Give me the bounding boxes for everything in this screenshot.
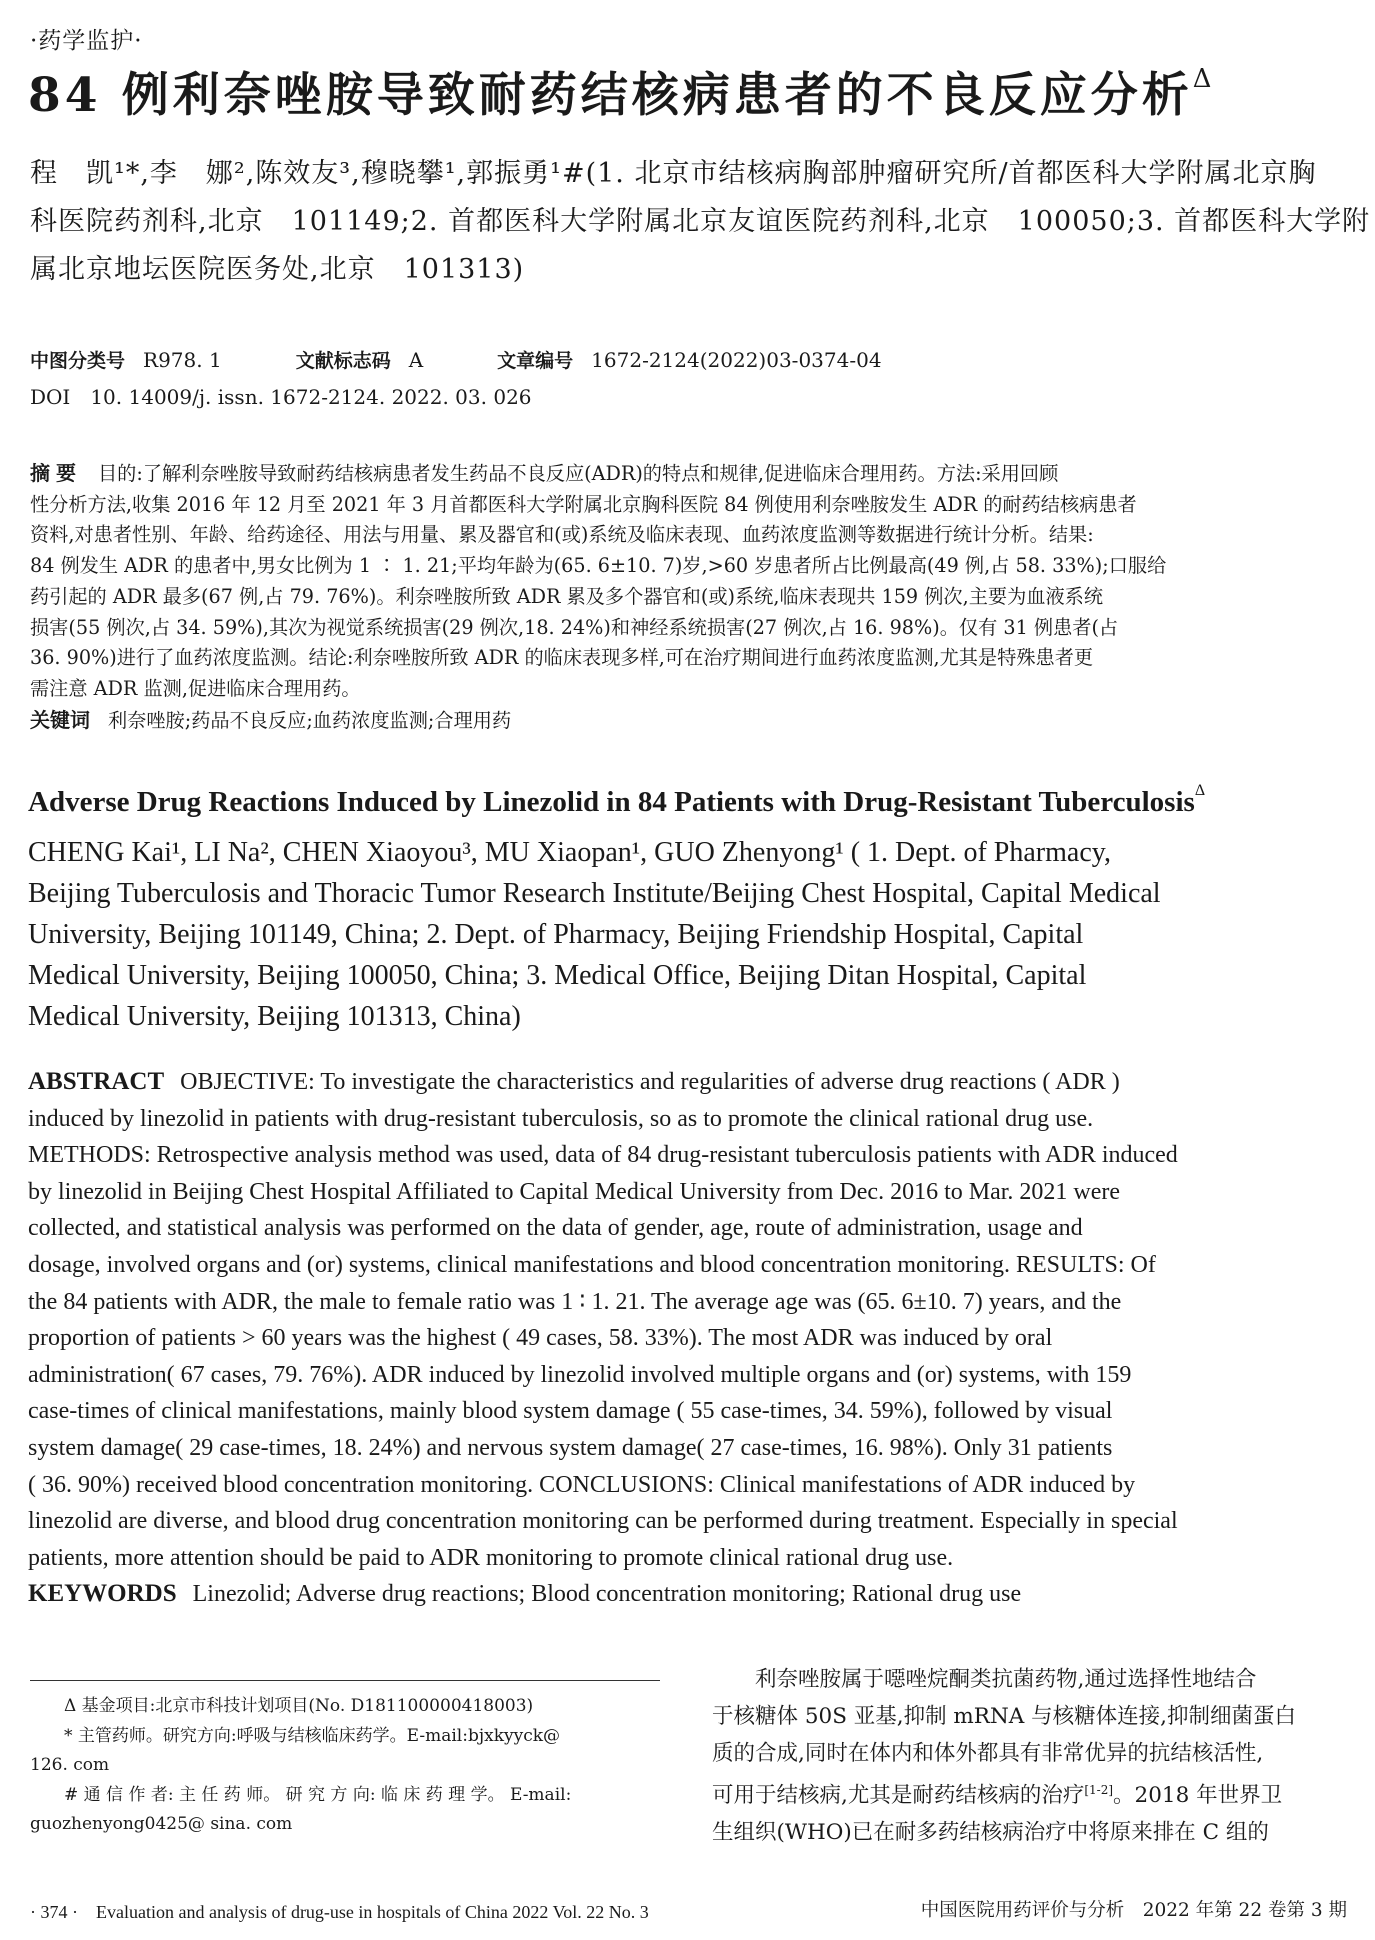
body-text: [712, 1662, 1352, 1852]
abstract-en-line: system damage( 29 case-times, 18. 24%) and nervous system damage( 27 case-times, 16. 98%). Only 31 patients: [28, 1434, 1113, 1461]
abstract-cn-line: 性分析方法,收集 2016 年 12 月至 2021 年 3 月首都医科大学附属北京胸科医院 84 例使用利奈唑胺发生 ADR 的耐药结核病患者: [30, 492, 1137, 516]
abstract-en-line: by linezolid in Beijing Chest Hospital Affiliated to Capital Medical University from Dec. 2016 to Mar. 2021 were: [28, 1178, 1121, 1205]
abstract-cn: [30, 458, 1342, 736]
abstract-en-line: dosage, involved organs and (or) systems, clinical manifestations and blood concentration monitoring. RESULTS: Of: [28, 1251, 1156, 1278]
abstract-en-line: induced by linezolid in patients with drug-resistant tuberculosis, so as to promote the clinical rational drug use.: [28, 1105, 1094, 1132]
body-line-text: 可用于结核病,尤其是耐药结核病的治疗: [712, 1783, 1085, 1809]
citation-ref[interactable]: [1-2]: [1084, 1783, 1114, 1798]
authors-affiliations-cn: [30, 150, 1371, 294]
abstract-cn-line: 36. 90%)进行了血药浓度监测。结论:利奈唑胺所致 ADR 的临床表现多样,可在治疗期间进行血药浓度监测,尤其是特殊患者更: [30, 646, 1094, 670]
abstract-cn-line: 损害(55 例次,占 34. 59%),其次为视觉系统损害(29 例次,18. 24%)和神经系统损害(27 例次,占 16. 98%)。仅有 31 例患者(占: [30, 615, 1119, 639]
footnotes: [30, 1692, 670, 1840]
article-title: [28, 64, 1216, 124]
abstract-cn-line: 药引起的 ADR 最多(67 例,占 79. 76%)。利奈唑胺所致 ADR 累及多个器官和(或)系统,临床表现共 159 例次,主要为血液系统: [30, 584, 1104, 608]
abstract-en-label: ABSTRACT: [28, 1068, 165, 1095]
keywords-en-text: Linezolid; Adverse drug reactions; Blood concentration monitoring; Rational drug use: [192, 1581, 1022, 1608]
authors-cn-line: 程 凯¹*,李 娜²,陈效友³,穆晓攀¹,郭振勇¹#(1. 北京市结核病胸部肿瘤研究所/首都医科大学附属北京胸: [30, 158, 1317, 189]
classification-row: [30, 342, 1330, 379]
article-no-label: 文章编号: [497, 350, 574, 372]
abstract-en-line: patients, more attention should be paid to ADR monitoring to promote clinical rational drug use.: [28, 1544, 954, 1571]
abstract-cn-text: 目的:了解利奈唑胺导致耐药结核病患者发生药品不良反应(ADR)的特点和规律,促进临床合理用药。方法:采用回顾: [98, 462, 1059, 485]
article-metadata: [30, 342, 1330, 415]
footnote-line: * 主管药师。研究方向:呼吸与结核临床药学。E-mail:bjxkyyck@: [30, 1725, 561, 1746]
authors-en-line: CHENG Kai¹, LI Na², CHEN Xiaoyou³, MU Xiaopan¹, GUO Zhenyong¹ ( 1. Dept. of Pharmacy,: [28, 837, 1111, 868]
abstract-en-line: case-times of clinical manifestations, mainly blood system damage ( 55 case-times, 34. 59%), followed by visual: [28, 1398, 1113, 1425]
article-title-text: 84 例利奈唑胺导致耐药结核病患者的不良反应分析: [28, 68, 1193, 123]
body-line: [712, 1772, 1352, 1815]
column-label: ·药学监护·: [30, 28, 143, 54]
authors-en-line: University, Beijing 101149, China; 2. Dept. of Pharmacy, Beijing Friendship Hospital, Capital: [28, 919, 1084, 950]
footnote-line: 126. com: [30, 1755, 110, 1775]
clc-value: R978. 1: [143, 348, 222, 372]
abstract-en-text: OBJECTIVE: To investigate the characteristics and regularities of adverse drug reactions ( ADR ): [180, 1069, 1120, 1095]
body-line: 利奈唑胺属于噁唑烷酮类抗菌药物,通过选择性地结合: [712, 1667, 1257, 1692]
keywords-en-label: KEYWORDS: [28, 1580, 177, 1608]
footnote-divider: [30, 1680, 660, 1681]
keywords-cn: [30, 705, 1342, 737]
footnote-line: # 通 信 作 者: 主 任 药 师。 研 究 方 向: 临 床 药 理 学。 E-mail:: [30, 1784, 572, 1805]
abstract-en: [28, 1064, 1350, 1613]
body-line: 质的合成,同时在体内和体外都具有非常优异的抗结核活性,: [712, 1740, 1264, 1766]
abstract-en-line: administration( 67 cases, 79. 76%). ADR induced by linezolid involved multiple organs and (or) systems, with 159: [28, 1361, 1132, 1388]
body-line-text: 。2018 年世界卫: [1113, 1783, 1283, 1809]
doc-code-value: A: [408, 348, 424, 372]
authors-en-line: Beijing Tuberculosis and Thoracic Tumor Research Institute/Beijing Chest Hospital, Capital Medical: [28, 878, 1161, 909]
abstract-cn-line: 需注意 ADR 监测,促进临床合理用药。: [30, 676, 361, 700]
abstract-en-line: the 84 patients with ADR, the male to female ratio was 1 ∶ 1. 21. The average age was (65. 6±10. 7) years, and the: [28, 1288, 1122, 1315]
authors-cn-line: 属北京地坛医院医务处,北京 101313): [30, 254, 525, 285]
footnote-line: guozhenyong0425@ sina. com: [30, 1814, 293, 1834]
doc-code-label: 文献标志码: [295, 350, 391, 372]
keywords-cn-text: 利奈唑胺;药品不良反应;血药浓度监测;合理用药: [108, 708, 512, 732]
authors-en-line: Medical University, Beijing 100050, China; 3. Medical Office, Beijing Ditan Hospital, Capital: [28, 960, 1087, 991]
english-title-mark: Δ: [1194, 782, 1206, 799]
footnote-line: Δ 基金项目:北京市科技计划项目(No. D181100000418003): [30, 1696, 534, 1716]
abstract-en-line: collected, and statistical analysis was performed on the data of gender, age, route of administration, usage and: [28, 1215, 1083, 1242]
article-no-value: 1672-2124(2022)03-0374-04: [591, 348, 882, 372]
page-footer-left: · 374 · Evaluation and analysis of drug-use in hospitals of China 2022 Vol. 22 No. 3: [30, 1902, 649, 1922]
abstract-cn-line: 资料,对患者性别、年龄、给药途径、用法与用量、累及器官和(或)系统及临床表现、血药浓度监测等数据进行统计分析。结果:: [30, 523, 1094, 547]
abstract-en-line: [28, 1064, 1350, 1101]
abstract-cn-line: 84 例发生 ADR 的患者中,男女比例为 1 ∶ 1. 21;平均年龄为(65. 6±10. 7)岁,>60 岁患者所占比例最高(49 例,占 58. 33%);口服给: [30, 554, 1167, 578]
abstract-cn-label: 摘要: [30, 461, 82, 485]
body-line: 生组织(WHO)已在耐多药结核病治疗中将原来排在 C 组的: [712, 1820, 1269, 1846]
title-fund-mark: Δ: [1192, 64, 1216, 94]
body-line: 于核糖体 50S 亚基,抑制 mRNA 与核糖体连接,抑制细菌蛋白: [712, 1703, 1297, 1729]
authors-cn-line: 科医院药剂科,北京 101149;2. 首都医科大学附属北京友谊医院药剂科,北京 100050;3. 首都医科大学附: [30, 206, 1371, 237]
authors-en-line: Medical University, Beijing 101313, China): [28, 1001, 521, 1032]
abstract-en-line: linezolid are diverse, and blood drug concentration monitoring can be performed during treatment. Especially in special: [28, 1508, 1178, 1535]
abstract-cn-line: [30, 458, 1342, 490]
page-footer-right: 中国医院用药评价与分析 2022 年第 22 卷第 3 期: [920, 1900, 1347, 1921]
english-title: [28, 782, 1206, 819]
abstract-en-line: ( 36. 90%) received blood concentration monitoring. CONCLUSIONS: Clinical manifestations of ADR induced by: [28, 1471, 1136, 1498]
authors-affiliations-en: [28, 832, 1350, 1037]
keywords-cn-label: 关键词: [30, 707, 90, 732]
doi: DOI 10. 14009/j. issn. 1672-2124. 2022. 03. 026: [30, 385, 532, 409]
abstract-en-line: METHODS: Retrospective analysis method was used, data of 84 drug-resistant tuberculosis patients with ADR induced: [28, 1142, 1178, 1169]
abstract-en-line: proportion of patients > 60 years was the highest ( 49 cases, 58. 33%). The most ADR was induced by oral: [28, 1325, 1053, 1352]
keywords-en: [28, 1576, 1350, 1613]
english-title-text: Adverse Drug Reactions Induced by Linezolid in 84 Patients with Drug-Resistant Tuberculosis: [28, 786, 1195, 818]
clc-label: 中图分类号: [30, 350, 126, 372]
